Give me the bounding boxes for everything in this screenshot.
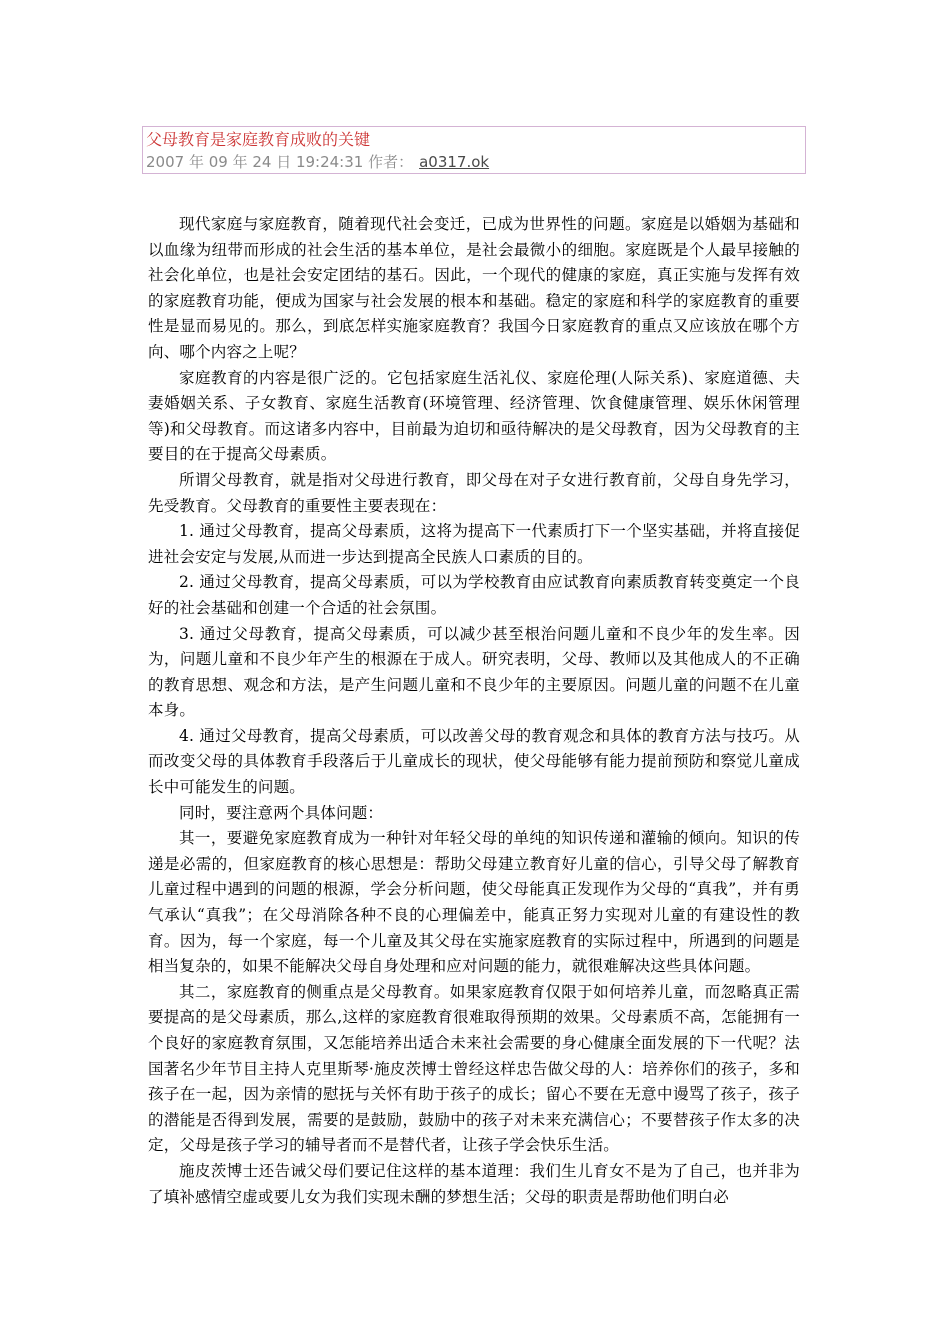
- article-meta: [146, 151, 802, 173]
- paragraph-advice: 施皮茨博士还告诫父母们要记住这样的基本道理：我们生儿育女不是为了自己，也并非为了填补感情空虚或要儿女为我们实现未酬的梦想生活；父母的职责是帮助他们明白必: [148, 1161, 800, 1206]
- paragraph-content-scope: 家庭教育的内容是很广泛的。它包括家庭生活礼仪、家庭伦理(人际关系)、家庭道德、夫妻婚姻关系、子女教育、家庭生活教育(环境管理、经济管理、饮食健康管理、娱乐休闲管理等)和父母教育。而这诸多内容中，目前最为迫切和亟待解决的是父母教育，因为父母教育的主要目的在于提高父母素质。: [148, 368, 800, 464]
- paragraph-point-2: 2. 通过父母教育，提高父母素质，可以为学校教育由应试教育向素质教育转变奠定一个良好的社会基础和创建一个合适的社会氛围。: [148, 573, 800, 617]
- paragraph-issue-1: 其一，要避免家庭教育成为一种针对年轻父母的单纯的知识传递和灌输的倾向。知识的传递是必需的，但家庭教育的核心思想是：帮助父母建立教育好儿童的信心，引导父母了解教育儿童过程中遇到的问题的根源，学会分析问题，使父母能真正发现作为父母的“真我”，并有勇气承认“真我”；在父母消除各种不良的心理偏差中，能真正努力实现对儿童的有建设性的教育。因为，每一个家庭，每一个儿童及其父母在实施家庭教育的实际过程中，所遇到的问题是相当复杂的，如果不能解决父母自身处理和应对问题的能力，就很难解决这些具体问题。: [148, 829, 800, 976]
- author-link[interactable]: a0317.ok: [419, 153, 490, 171]
- paragraph-point-1: 1. 通过父母教育，提高父母素质，这将为提高下一代素质打下一个坚实基础，并将直接促进社会安定与发展,从而进一步达到提高全民族人口素质的目的。: [148, 522, 800, 566]
- article-body: [148, 212, 800, 1210]
- paragraph-intro: 现代家庭与家庭教育，随着现代社会变迁，已成为世界性的问题。家庭是以婚姻为基础和以血缘为纽带而形成的社会生活的基本单位，是社会最微小的细胞。家庭既是个人最早接触的社会化单位，也是社会安定团结的基石。因此，一个现代的健康的家庭，真正实施与发挥有效的家庭教育功能，便成为国家与社会发展的根本和基础。稳定的家庭和科学的家庭教育的重要性是显而易见的。那么，到底怎样实施家庭教育？我国今日家庭教育的重点又应该放在哪个方向、哪个内容之上呢？: [148, 215, 800, 361]
- paragraph-point-4: 4. 通过父母教育，提高父母素质，可以改善父母的教育观念和具体的教育方法与技巧。从而改变父母的具体教育手段落后于儿童成长的现状，使父母能够有能力提前预防和察觉儿童成长中可能发生的问题。: [148, 726, 800, 797]
- paragraph-two-issues: 同时，要注意两个具体问题：: [179, 803, 384, 822]
- article-date: 2007 年 09 年 24 日 19:24:31 作者：: [146, 153, 414, 171]
- article-title: 父母教育是家庭教育成败的关键: [146, 130, 371, 149]
- paragraph-definition: 所谓父母教育，就是指对父母进行教育，即父母在对子女进行教育前，父母自身先学习，先受教育。父母教育的重要性主要表现在：: [148, 470, 800, 515]
- article-header: [142, 126, 806, 174]
- paragraph-point-3: 3. 通过父母教育，提高父母素质，可以减少甚至根治问题儿童和不良少年的发生率。因为，问题儿童和不良少年产生的根源在于成人。研究表明，父母、教师以及其他成人的不正确的教育思想、观念和方法，是产生问题儿童和不良少年的主要原因。问题儿童的问题不在儿童本身。: [148, 624, 800, 720]
- paragraph-issue-2: 其二，家庭教育的侧重点是父母教育。如果家庭教育仅限于如何培养儿童，而忽略真正需要提高的是父母素质，那么,这样的家庭教育很难取得预期的效果。父母素质不高，怎能拥有一个良好的家庭教育氛围，又怎能培养出适合未来社会需要的身心健康全面发展的下一代呢？法国著名少年节目主持人克里斯琴·施皮茨博士曾经这样忠告做父母的人：培养你们的孩子，多和孩子在一起，因为亲情的慰抚与关怀有助于孩子的成长；留心不要在无意中谩骂了孩子，孩子的潜能是否得到发展，需要的是鼓励，鼓励中的孩子对未来充满信心；不要替孩子作太多的决定，父母是孩子学习的辅导者而不是替代者，让孩子学会快乐生活。: [148, 982, 800, 1155]
